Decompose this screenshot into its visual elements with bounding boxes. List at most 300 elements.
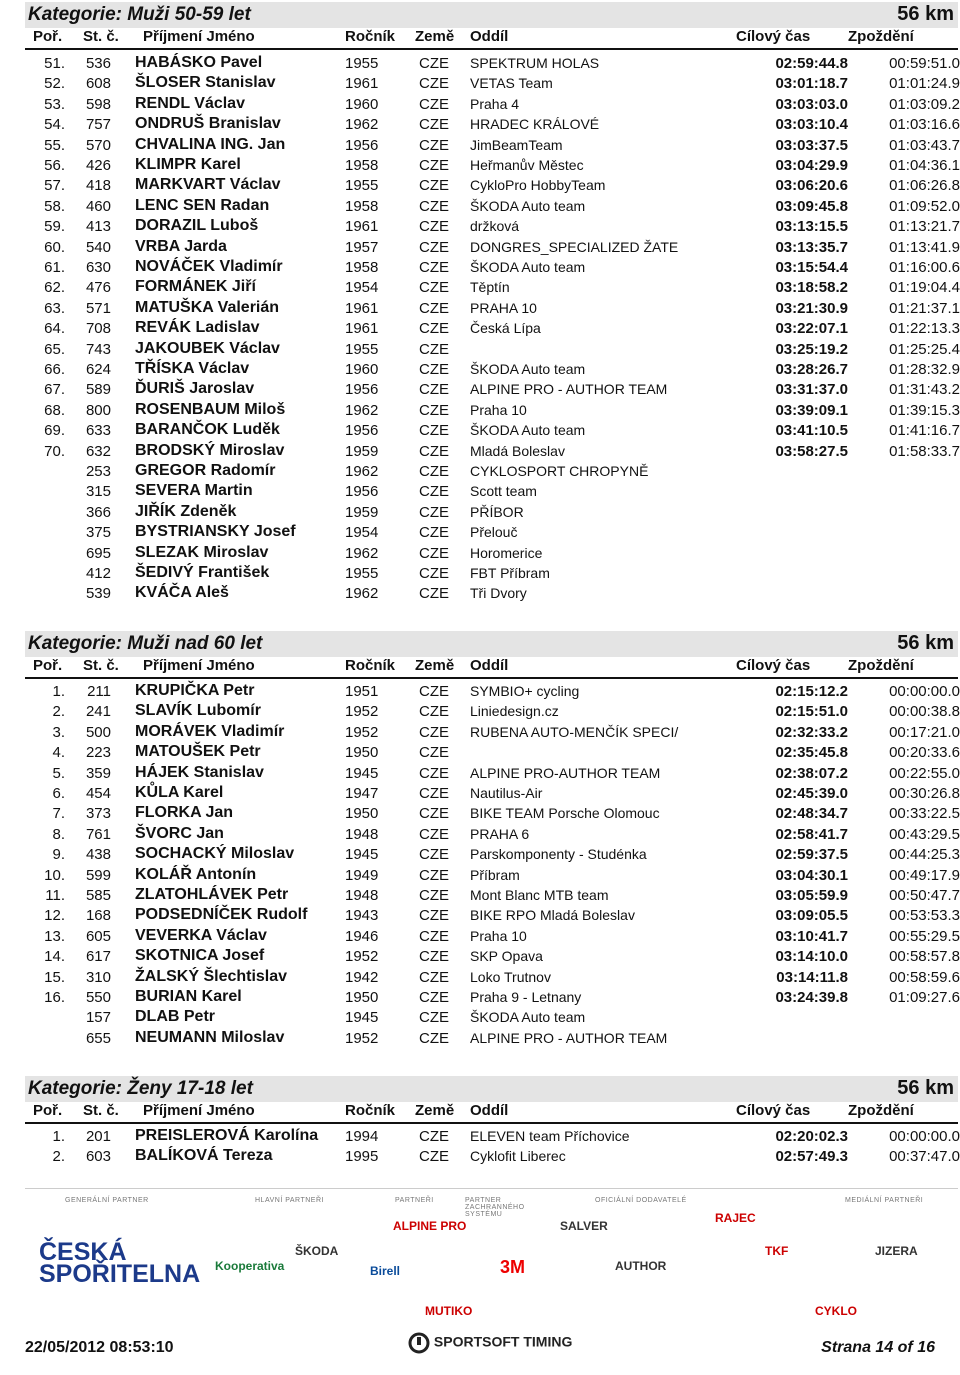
cell-poradi: 10. [44, 866, 65, 884]
cell-zeme: CZE [419, 177, 449, 195]
cell-rocnik: 1961 [345, 320, 379, 338]
cell-zpozdeni: 00:37:47.0 [889, 1148, 960, 1166]
cell-poradi: 14. [44, 948, 65, 966]
column-header: Oddíl [470, 657, 509, 674]
cell-poradi: 5. [52, 764, 65, 782]
category-title: Kategorie: Ženy 17-18 let [28, 1078, 253, 1099]
cell-st-c: 617 [85, 948, 111, 966]
cell-poradi: 60. [44, 238, 65, 256]
page-number: Strana 14 of 16 [821, 1339, 935, 1356]
sportsoft-logo: SPORTSOFT TIMING [408, 1332, 572, 1354]
table-row [25, 136, 958, 156]
cell-rocnik: 1955 [345, 340, 379, 358]
cell-jmeno: KOLÁŘ Antonín [135, 865, 257, 883]
cell-rocnik: 1952 [345, 703, 379, 721]
cell-zpozdeni: 00:33:22.5 [889, 805, 960, 823]
cell-rocnik: 1958 [345, 259, 379, 276]
cell-zpozdeni: 00:55:29.5 [889, 927, 960, 945]
category-distance: 56 km [897, 3, 954, 25]
cell-jmeno: NOVÁČEK Vladimír [135, 258, 283, 275]
cell-st-c: 375 [85, 524, 111, 542]
cell-jmeno: ŠEDIVÝ František [135, 564, 270, 581]
cell-jmeno: MORÁVEK Vladimír [135, 722, 285, 740]
table-row [25, 682, 958, 702]
cell-oddil: ALPINE PRO - AUTHOR TEAM [470, 1029, 668, 1046]
cell-oddil: ALPINE PRO - AUTHOR TEAM [470, 381, 668, 398]
table-row [25, 886, 958, 906]
cell-rocnik: 1949 [345, 866, 379, 884]
header-divider [25, 1122, 958, 1124]
cell-st-c: 201 [85, 1128, 111, 1145]
cell-jmeno: SEVERA Martin [135, 482, 253, 500]
cell-zpozdeni: 01:19:04.4 [889, 279, 960, 297]
table-row [25, 360, 958, 380]
cell-zpozdeni: 00:30:26.8 [889, 785, 960, 802]
cell-zeme: CZE [419, 157, 449, 174]
cell-cas: 03:15:54.4 [775, 259, 848, 276]
cell-rocnik: 1951 [345, 683, 379, 700]
cell-poradi: 13. [44, 927, 65, 945]
cell-zeme: CZE [419, 197, 449, 215]
table-row [25, 74, 958, 94]
cell-zpozdeni: 00:43:29.5 [889, 825, 960, 843]
cell-oddil: Tři Dvory [470, 585, 527, 602]
cell-zpozdeni: 00:22:55.0 [889, 764, 960, 782]
cell-zeme: CZE [419, 1009, 449, 1027]
cell-jmeno: TŘÍSKA Václav [135, 360, 250, 377]
cell-rocnik: 1950 [345, 805, 379, 823]
cell-zeme: CZE [419, 55, 449, 72]
sponsor-label: HLAVNÍ PARTNEŘI [255, 1197, 324, 1204]
column-header: Poř. [33, 1102, 63, 1119]
cell-poradi: 61. [44, 259, 65, 276]
cell-oddil: ŠKODA Auto team [470, 197, 586, 214]
cell-poradi: 67. [44, 381, 65, 399]
cell-zeme: CZE [419, 744, 449, 762]
cell-oddil: ELEVEN team Příchovice [470, 1128, 630, 1144]
cell-oddil: ŠKODA Auto team [470, 422, 586, 439]
cell-poradi: 1. [52, 683, 65, 700]
cell-zeme: CZE [419, 764, 449, 782]
cell-st-c: 630 [85, 259, 111, 276]
cell-zpozdeni: 01:39:15.3 [889, 401, 960, 419]
cell-poradi: 69. [44, 422, 65, 440]
column-header: Země [415, 1102, 455, 1119]
cell-jmeno: FLORKA Jan [135, 804, 234, 822]
cell-st-c: 603 [85, 1148, 111, 1166]
cell-poradi: 6. [52, 785, 65, 802]
cell-cas: 02:59:37.5 [775, 846, 848, 864]
cell-jmeno: SOCHACKÝ Miloslav [135, 845, 295, 863]
cell-st-c: 539 [85, 585, 111, 603]
cell-jmeno: BURIAN Karel [135, 988, 242, 1005]
cell-zpozdeni: 01:22:13.3 [889, 320, 960, 338]
cell-oddil: DONGRES_SPECIALIZED ŽATE [470, 238, 679, 255]
cell-st-c: 426 [85, 157, 111, 174]
cell-oddil: Parskomponenty - Studénka [470, 846, 647, 863]
cell-zpozdeni: 01:09:27.6 [889, 989, 960, 1006]
cell-zeme: CZE [419, 401, 449, 419]
cell-zeme: CZE [419, 238, 449, 256]
cell-poradi: 52. [44, 75, 65, 93]
cell-oddil: ŠKODA Auto team [470, 1009, 586, 1026]
column-header: Zpoždění [848, 28, 914, 45]
sponsor-logo: Birell [370, 1264, 401, 1278]
table-row [25, 238, 958, 258]
table-row [25, 825, 958, 845]
cell-rocnik: 1961 [345, 218, 379, 236]
cell-jmeno: GREGOR Radomír [135, 462, 276, 479]
sponsor-label: PARTNER ZACHRANNÉHO SYSTÉMU [465, 1197, 525, 1218]
cell-st-c: 366 [85, 503, 111, 521]
cell-cas: 02:59:44.8 [775, 55, 848, 72]
cell-cas: 03:10:41.7 [775, 927, 848, 945]
cell-oddil: Scott team [470, 483, 537, 500]
cell-poradi: 2. [52, 703, 65, 721]
sponsor-label: MEDIÁLNÍ PARTNEŘI [845, 1197, 924, 1204]
cell-st-c: 454 [85, 785, 111, 802]
cell-jmeno: CHVALINA ING. Jan [135, 135, 286, 153]
cell-zpozdeni: 00:44:25.3 [889, 846, 960, 864]
cell-st-c: 571 [85, 299, 111, 317]
table-row [25, 401, 958, 421]
cell-zpozdeni: 01:04:36.1 [889, 157, 960, 174]
cell-st-c: 589 [85, 381, 111, 399]
cell-zpozdeni: 00:49:17.9 [889, 866, 960, 884]
cell-poradi: 64. [44, 320, 65, 338]
cell-zeme: CZE [419, 723, 449, 741]
ceska-sporitelna-logo: ČESKÁ SPOŘITELNA [39, 1238, 201, 1288]
cell-jmeno: LENC SEN Radan [135, 196, 270, 214]
table-row [25, 319, 958, 339]
cell-zeme: CZE [419, 279, 449, 297]
cell-st-c: 253 [85, 463, 111, 480]
cell-st-c: 438 [85, 846, 111, 864]
cell-zpozdeni: 01:58:33.7 [889, 442, 960, 460]
table-row [25, 115, 958, 135]
cell-zpozdeni: 01:06:26.8 [889, 177, 960, 195]
column-header: Ročník [345, 28, 396, 45]
cell-cas: 02:32:33.2 [775, 723, 848, 741]
cell-rocnik: 1950 [345, 744, 379, 762]
cell-rocnik: 1952 [345, 948, 379, 966]
cell-cas: 03:41:10.5 [775, 422, 848, 440]
cell-zeme: CZE [419, 846, 449, 864]
column-header: Cílový čas [736, 657, 811, 674]
cell-poradi: 70. [44, 442, 65, 460]
sponsor-logo: Kooperativa [215, 1259, 285, 1273]
cell-zeme: CZE [419, 340, 449, 358]
cell-jmeno: MARKVART Václav [135, 176, 281, 194]
cell-poradi: 57. [44, 177, 65, 195]
cell-st-c: 570 [85, 136, 111, 154]
cell-jmeno: SLAVÍK Lubomír [135, 702, 261, 720]
cell-oddil: PRAHA 10 [470, 299, 537, 316]
sponsor-logo: RAJEC [715, 1211, 756, 1225]
cell-cas: 03:58:27.5 [775, 442, 848, 460]
cell-st-c: 743 [85, 340, 111, 358]
cell-zeme: CZE [419, 1148, 449, 1166]
column-header-row [25, 655, 958, 677]
cell-zeme: CZE [419, 887, 449, 904]
cell-st-c: 310 [85, 968, 111, 986]
cell-st-c: 585 [85, 887, 111, 904]
cell-poradi: 3. [52, 723, 65, 741]
cell-rocnik: 1994 [345, 1128, 379, 1145]
cell-zeme: CZE [419, 805, 449, 823]
cell-oddil: HRADEC KRÁLOVÉ [470, 116, 600, 133]
cell-cas: 02:35:45.8 [775, 744, 848, 762]
cell-zeme: CZE [419, 907, 449, 925]
table-row [25, 1029, 958, 1049]
cell-zpozdeni: 00:59:51.0 [889, 55, 960, 72]
cell-cas: 02:58:41.7 [775, 825, 848, 843]
cell-zeme: CZE [419, 585, 449, 603]
cell-st-c: 359 [85, 764, 111, 782]
cell-oddil: ALPINE PRO-AUTHOR TEAM [470, 764, 661, 781]
column-header: Země [415, 657, 455, 674]
table-row [25, 523, 958, 543]
cell-poradi: 53. [44, 95, 65, 113]
cell-st-c: 708 [85, 320, 111, 338]
cell-jmeno: BARANČOK Luděk [135, 421, 280, 439]
cell-zeme: CZE [419, 503, 449, 521]
table-row [25, 442, 958, 462]
cell-zpozdeni: 01:13:21.7 [889, 218, 960, 236]
cell-oddil: Nautilus-Air [470, 785, 543, 801]
table-row [25, 217, 958, 237]
cell-zpozdeni: 01:03:16.6 [889, 116, 960, 134]
cell-jmeno: HABÁSKO Pavel [135, 54, 263, 71]
sponsor-logo: TKF [765, 1244, 789, 1258]
cell-rocnik: 1956 [345, 381, 379, 399]
cell-oddil: PRAHA 6 [470, 825, 530, 842]
cell-zpozdeni: 01:09:52.0 [889, 197, 960, 215]
cell-zeme: CZE [419, 422, 449, 440]
cell-cas: 03:39:09.1 [775, 401, 848, 419]
category-title: Kategorie: Muži nad 60 let [28, 633, 263, 654]
cell-st-c: 608 [85, 75, 111, 93]
cell-zpozdeni: 01:31:43.2 [889, 381, 960, 399]
cell-zpozdeni: 00:53:53.3 [889, 907, 960, 925]
column-header-row [25, 1100, 958, 1122]
cell-cas: 03:14:11.8 [776, 968, 848, 986]
column-header: Příjmení Jméno [143, 28, 255, 45]
cell-rocnik: 1946 [345, 927, 379, 945]
cell-cas: 03:28:26.7 [775, 361, 848, 378]
table-row [25, 1127, 958, 1147]
header-divider [25, 677, 958, 679]
cell-zpozdeni: 01:28:32.9 [889, 361, 960, 378]
column-header: Zpoždění [848, 657, 914, 674]
cell-poradi: 12. [44, 907, 65, 925]
cell-oddil: ŠKODA Auto team [470, 361, 586, 377]
cell-st-c: 633 [85, 422, 111, 440]
column-header: Zpoždění [848, 1102, 914, 1119]
cell-st-c: 500 [85, 723, 111, 741]
cell-rocnik: 1945 [345, 846, 379, 864]
cell-zpozdeni: 00:00:00.0 [889, 683, 960, 700]
table-row [25, 927, 958, 947]
cell-oddil: PŘÍBOR [470, 503, 524, 520]
cell-rocnik: 1943 [345, 907, 379, 925]
cell-st-c: 241 [85, 703, 111, 721]
table-row [25, 462, 958, 482]
cell-oddil: SPEKTRUM HOLAS [470, 55, 600, 71]
cell-zeme: CZE [419, 320, 449, 338]
table-row [25, 906, 958, 926]
column-header: Ročník [345, 1102, 396, 1119]
cell-zeme: CZE [419, 544, 449, 562]
table-row [25, 723, 958, 743]
table-row [25, 1008, 958, 1028]
cell-cas: 03:01:18.7 [775, 75, 848, 93]
cell-jmeno: PREISLEROVÁ Karolína [135, 1127, 319, 1144]
cell-poradi: 1. [52, 1128, 65, 1145]
cell-rocnik: 1956 [345, 136, 379, 154]
cell-zeme: CZE [419, 703, 449, 721]
cell-oddil: Mont Blanc MTB team [470, 887, 609, 903]
cell-cas: 03:04:29.9 [775, 157, 848, 174]
sponsor-logo: ŠKODA [295, 1244, 339, 1258]
cell-st-c: 599 [85, 866, 111, 884]
cell-oddil: držková [470, 218, 520, 235]
sponsor-label: GENERÁLNÍ PARTNER [65, 1197, 149, 1204]
cell-zeme: CZE [419, 565, 449, 582]
cell-rocnik: 1961 [345, 75, 379, 93]
cell-st-c: 412 [85, 565, 111, 582]
cell-poradi: 59. [44, 218, 65, 236]
cell-jmeno: VEVERKA Václav [135, 926, 267, 944]
table-row [25, 503, 958, 523]
table-row [25, 988, 958, 1008]
cell-jmeno: NEUMANN Miloslav [135, 1028, 285, 1046]
cell-poradi: 66. [44, 361, 65, 378]
cell-zeme: CZE [419, 968, 449, 986]
cell-st-c: 695 [85, 544, 111, 562]
cell-zeme: CZE [419, 524, 449, 542]
cell-oddil: CykloPro HobbyTeam [470, 177, 606, 194]
cell-rocnik: 1952 [345, 723, 379, 741]
cell-rocnik: 1957 [345, 238, 379, 256]
cell-zpozdeni: 00:00:00.0 [889, 1128, 960, 1145]
cell-st-c: 476 [85, 279, 111, 297]
cell-zeme: CZE [419, 116, 449, 134]
cell-jmeno: ROSENBAUM Miloš [135, 400, 286, 418]
table-row [25, 764, 958, 784]
cell-zeme: CZE [419, 75, 449, 93]
table-row [25, 197, 958, 217]
cell-jmeno: KVÁČA Aleš [135, 584, 229, 602]
cell-cas: 02:45:39.0 [775, 785, 848, 802]
cell-poradi: 9. [52, 846, 65, 864]
cell-poradi: 63. [44, 299, 65, 317]
cell-cas: 03:09:05.5 [775, 907, 848, 925]
column-header: St. č. [83, 1102, 119, 1119]
cell-oddil: Cyklofit Liberec [470, 1148, 566, 1165]
sponsor-logo: SALVER [560, 1219, 608, 1233]
cell-jmeno: ŠLOSER Stanislav [135, 74, 276, 92]
cell-oddil: Praha 10 [470, 927, 527, 944]
cell-st-c: 418 [85, 177, 111, 195]
cell-oddil: Přelouč [470, 524, 518, 541]
cell-st-c: 632 [85, 442, 111, 460]
cell-cas: 02:48:34.7 [775, 805, 848, 823]
cell-poradi: 51. [44, 55, 65, 72]
cell-st-c: 373 [85, 805, 111, 823]
cell-cas: 02:20:02.3 [775, 1128, 848, 1145]
cell-zeme: CZE [419, 825, 449, 843]
cell-jmeno: DORAZIL Luboš [135, 217, 259, 235]
cell-oddil: RUBENA AUTO-MENČÍK SPECI/ [470, 723, 679, 740]
cell-zeme: CZE [419, 136, 449, 154]
cell-zpozdeni: 01:01:24.9 [889, 75, 960, 93]
table-row [25, 380, 958, 400]
table-row [25, 564, 958, 584]
timing-icon [408, 1332, 430, 1354]
cell-rocnik: 1955 [345, 565, 379, 582]
category-distance: 56 km [897, 1077, 954, 1099]
cell-jmeno: ĎURIŠ Jaroslav [135, 380, 255, 398]
cell-oddil: Horomerice [470, 544, 543, 561]
cell-zeme: CZE [419, 866, 449, 884]
cell-jmeno: SLEZAK Miroslav [135, 543, 269, 561]
cell-zeme: CZE [419, 683, 449, 700]
cell-zpozdeni: 01:03:09.2 [889, 95, 960, 113]
cell-zpozdeni: 01:41:16.7 [889, 422, 960, 440]
cell-cas: 03:18:58.2 [775, 279, 848, 297]
cell-rocnik: 1958 [345, 197, 379, 215]
cell-oddil: Mladá Boleslav [470, 442, 565, 459]
cell-rocnik: 1950 [345, 989, 379, 1006]
cell-oddil: FBT Příbram [470, 565, 550, 581]
cell-jmeno: DLAB Petr [135, 1008, 216, 1026]
cell-poradi: 11. [45, 887, 65, 904]
cell-jmeno: BALÍKOVÁ Tereza [135, 1147, 273, 1165]
cell-cas: 03:03:10.4 [775, 116, 848, 134]
cell-zeme: CZE [419, 95, 449, 113]
cell-rocnik: 1952 [345, 1029, 379, 1047]
cell-zpozdeni: 00:50:47.7 [889, 887, 960, 904]
cell-poradi: 8. [52, 825, 65, 843]
column-header: Cílový čas [736, 28, 811, 45]
category-title: Kategorie: Muži 50-59 let [28, 4, 251, 25]
column-header: Oddíl [470, 28, 509, 45]
cell-zpozdeni: 00:20:33.6 [889, 744, 960, 762]
cell-st-c: 211 [87, 683, 111, 700]
cell-rocnik: 1960 [345, 95, 379, 113]
cell-jmeno: ŽALSKÝ Šlechtislav [135, 967, 288, 985]
cell-jmeno: VRBA Jarda [135, 237, 227, 255]
table-row [25, 866, 958, 886]
cell-st-c: 460 [85, 197, 111, 215]
cell-rocnik: 1962 [345, 116, 379, 134]
cell-rocnik: 1958 [345, 157, 379, 174]
cell-jmeno: REVÁK Ladislav [135, 319, 260, 337]
cell-cas: 03:06:20.6 [775, 177, 848, 195]
sponsor-logo: ALPINE PRO [393, 1219, 467, 1233]
category-distance: 56 km [897, 632, 954, 654]
cell-zeme: CZE [419, 927, 449, 945]
table-row [25, 784, 958, 804]
cell-rocnik: 1947 [345, 785, 379, 802]
table-row [25, 584, 958, 604]
cell-oddil: Heřmanův Městec [470, 157, 584, 173]
cell-jmeno: KRUPIČKA Petr [135, 682, 255, 699]
cell-jmeno: HÁJEK Stanislav [135, 763, 264, 781]
cell-oddil: BIKE TEAM Porsche Olomouc [470, 805, 660, 822]
table-row [25, 968, 958, 988]
